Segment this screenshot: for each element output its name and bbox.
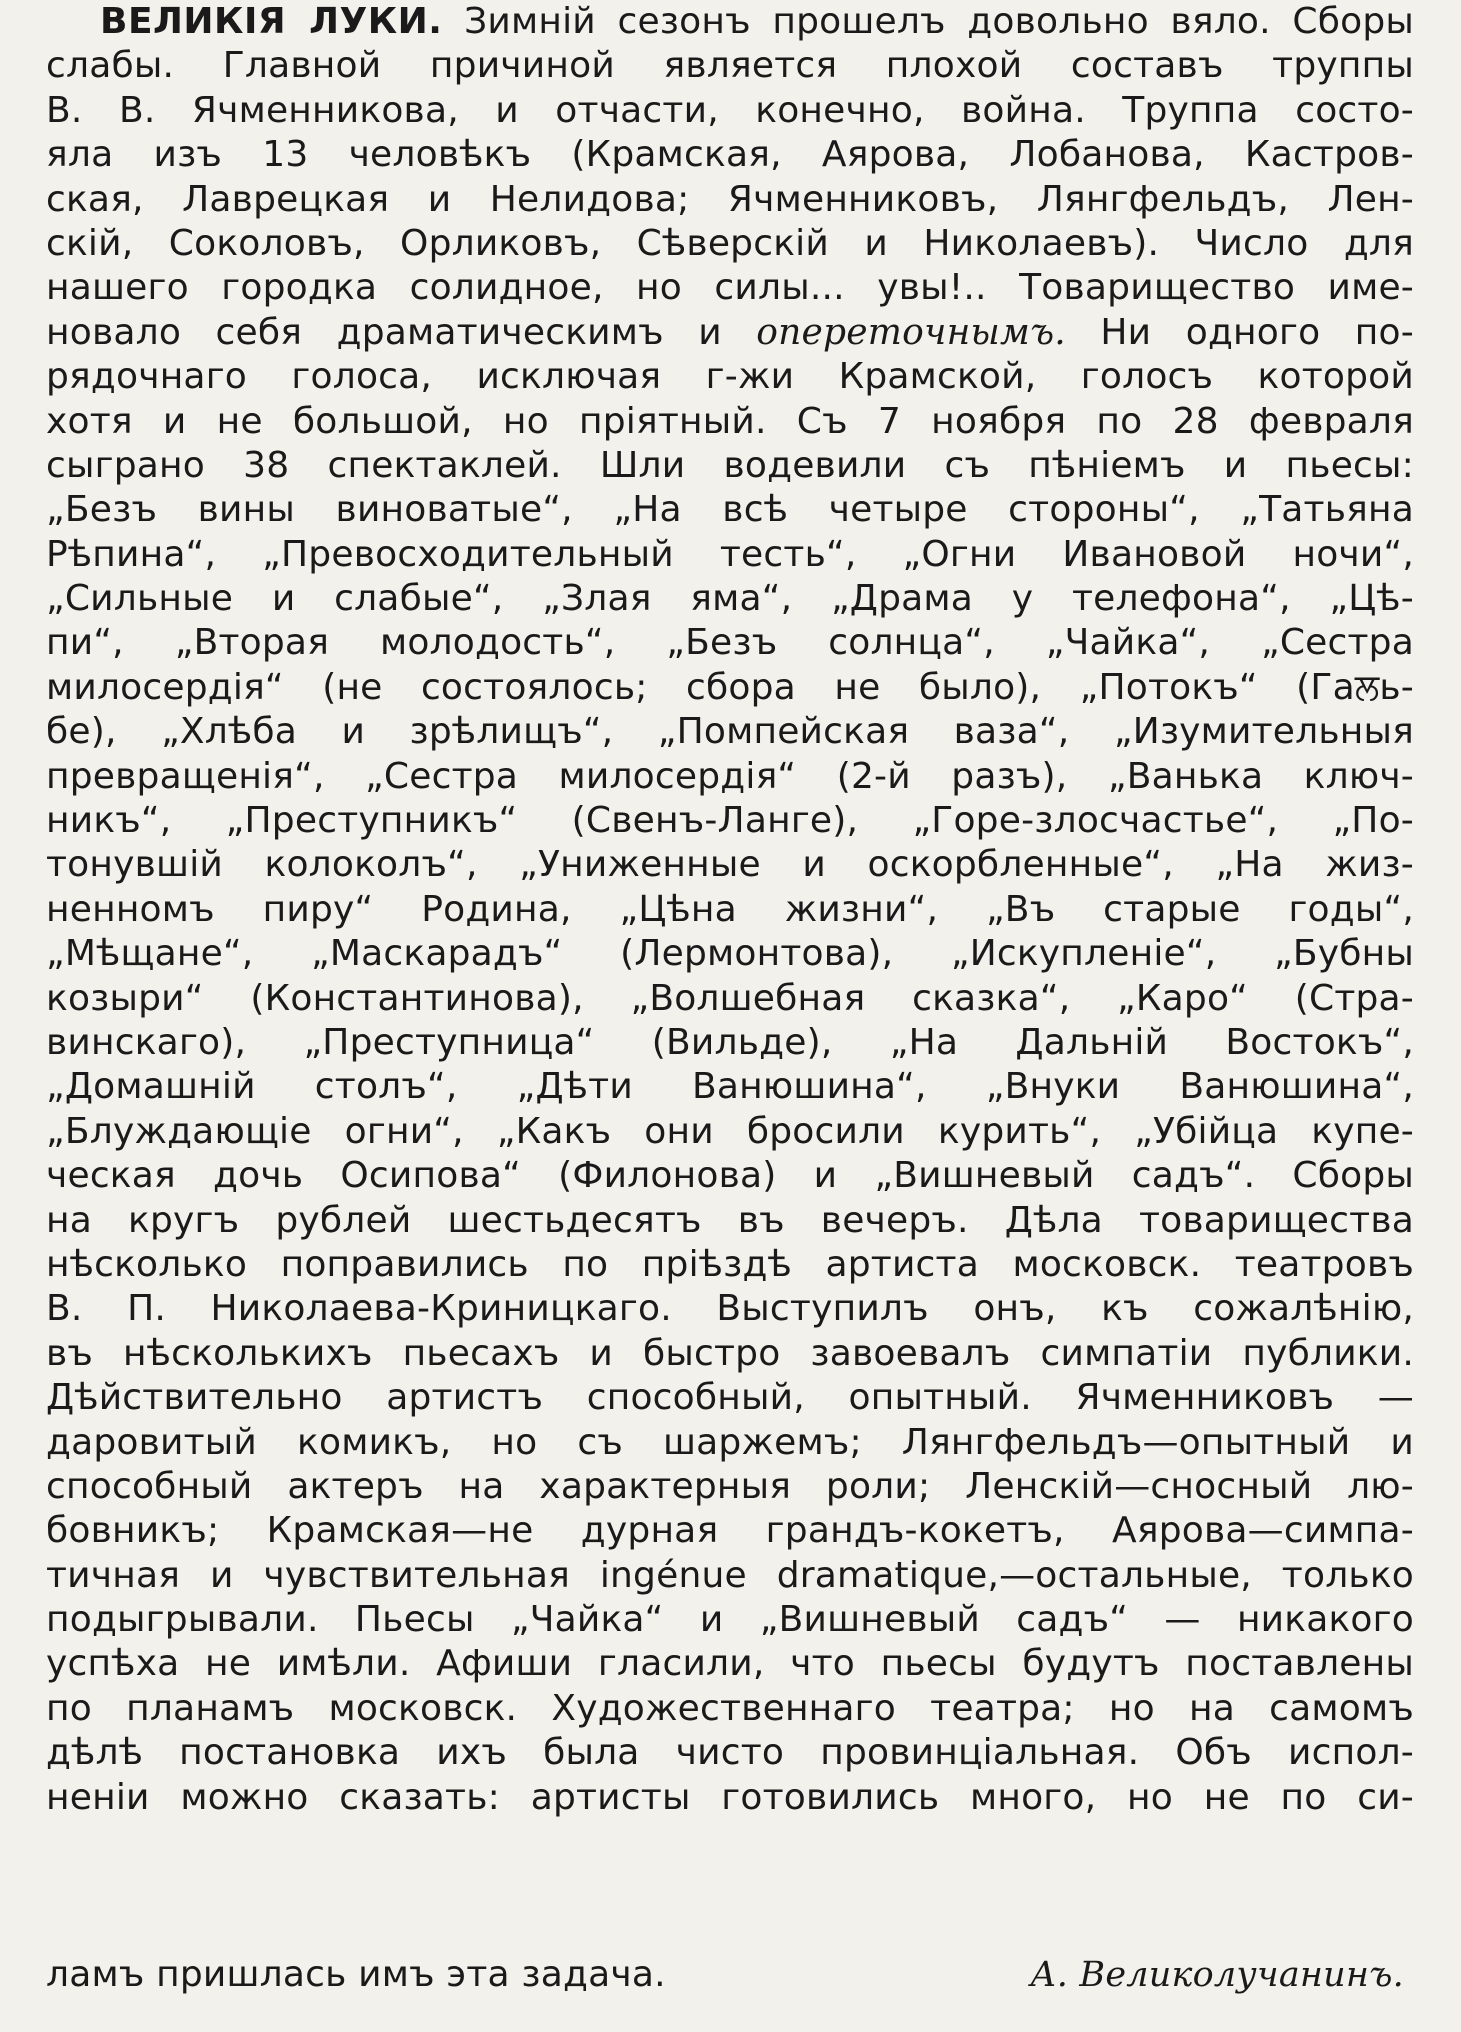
- text-line: [46, 1909, 1414, 1953]
- text-line: милосердія“ (не состоялось; сбора не было), „Потокъ“ (Гаਲь-: [46, 666, 1414, 708]
- text-line: никъ“, „Преступникъ“ (Свенъ-Ланге), „Горе-злосчастье“, „По-: [46, 800, 1414, 842]
- text-line: дѣлѣ постановка ихъ была чисто провинціальная. Объ испол-: [46, 1732, 1414, 1774]
- text-line-8-end: Ни одного по-: [1100, 311, 1414, 353]
- text-line-8: [46, 311, 1414, 355]
- text-line: козыри“ (Константинова), „Волшебная сказка“, „Каро“ (Стра-: [46, 977, 1414, 1019]
- text-line: даровитый комикъ, но съ шаржемъ; Лянгфельдъ—опытный и: [46, 1421, 1414, 1463]
- text-line: [46, 1864, 1414, 1908]
- text-line: по планамъ московск. Художественнаго театра; но на самомъ: [46, 1687, 1414, 1729]
- text-line: на кругъ рублей шестьдесятъ въ вечеръ. Дѣла товарищества: [46, 1199, 1414, 1241]
- text-line-1-rest: Зимній сезонъ прошелъ довольно вяло. Сборы: [464, 1, 1415, 42]
- text-line: пи“, „Вторая молодость“, „Безъ солнца“, „Чайка“, „Сестра: [46, 622, 1414, 664]
- text-line: [46, 1820, 1414, 1864]
- article-column: [46, 0, 1414, 1998]
- text-line-last: [46, 1953, 1414, 1997]
- text-line: ская, Лаврецкая и Нелидова; Ячменниковъ, Лянгфельдъ, Лен-: [46, 178, 1414, 220]
- author-signature: А. Великолучанинъ.: [1030, 1955, 1404, 1996]
- text-line-8-start: новало себя драматическимъ и: [46, 311, 722, 353]
- text-line: бовникъ; Крамская—не дурная грандъ-кокетъ, Аярова—симпа-: [46, 1510, 1414, 1552]
- text-line: Дѣйствительно артистъ способный, опытный. Ячменниковъ —: [46, 1377, 1414, 1419]
- text-line: нѣсколько поправились по пріѣздѣ артиста московск. театровъ: [46, 1243, 1414, 1285]
- text-line: неніи можно сказать: артисты готовились много, но не по си-: [46, 1776, 1414, 1818]
- text-line: „Безъ вины виноватые“, „На всѣ четыре стороны“, „Татьяна: [46, 489, 1414, 531]
- text-line: подыгрывали. Пьесы „Чайка“ и „Вишневый садъ“ — никакого: [46, 1599, 1414, 1641]
- text-line: способный актеръ на характерныя роли; Ленскій—сносный лю-: [46, 1465, 1414, 1507]
- text-line: „Домашній столъ“, „Дѣти Ванюшина“, „Внуки Ванюшина“,: [46, 1066, 1414, 1108]
- text-line: тонувшій колоколъ“, „Униженные и оскорбленные“, „На жиз-: [46, 844, 1414, 886]
- text-line: сыграно 38 спектаклей. Шли водевили съ пѣніемъ и пьесы:: [46, 444, 1414, 486]
- text-line: Рѣпина“, „Превосходительный тесть“, „Огни Ивановой ночи“,: [46, 533, 1414, 575]
- last-line-text: ламъ пришлась имъ эта задача.: [46, 1954, 666, 1996]
- text-line: успѣха не имѣли. Афиши гласили, что пьесы будутъ поставлены: [46, 1643, 1414, 1685]
- text-line: „Мѣщане“, „Маскарадъ“ (Лермонтова), „Искупленіе“, „Бубны: [46, 933, 1414, 975]
- text-line: „Блуждающіе огни“, „Какъ они бросили курить“, „Убійца купе-: [46, 1110, 1414, 1152]
- text-line: ненномъ пиру“ Родина, „Цѣна жизни“, „Въ старые годы“,: [46, 888, 1414, 930]
- text-line: винскаго), „Преступница“ (Вильде), „На Дальній Востокъ“,: [46, 1021, 1414, 1063]
- text-line: яла изъ 13 человѣкъ (Крамская, Аярова, Лобанова, Кастров-: [46, 134, 1414, 176]
- text-line: тичная и чувствительная ingénue dramatique,—остальные, только: [46, 1554, 1414, 1596]
- text-line: „Сильные и слабые“, „Злая яма“, „Драма у телефона“, „Цѣ-: [46, 578, 1414, 620]
- text-line: слабы. Главной причиной является плохой составъ труппы: [46, 45, 1414, 87]
- italic-word: опереточнымъ.: [756, 311, 1066, 353]
- article-heading: ВЕЛИКІЯ ЛУКИ.: [100, 1, 443, 42]
- text-line: хотя и не большой, но пріятный. Съ 7 ноября по 28 февраля: [46, 400, 1414, 442]
- text-line: рядочнаго голоса, исключая г-жи Крамской, голосъ которой: [46, 356, 1414, 398]
- text-line: В. В. Ячменникова, и отчасти, конечно, война. Труппа состо-: [46, 89, 1414, 131]
- text-line: скій, Соколовъ, Орликовъ, Сѣверскій и Николаевъ). Число для: [46, 222, 1414, 264]
- text-line: В. П. Николаева-Криницкаго. Выступилъ онъ, къ сожалѣнію,: [46, 1288, 1414, 1330]
- text-line: нашего городка солидное, но силы... увы!.. Товарищество име-: [46, 267, 1414, 309]
- text-line: превращенія“, „Сестра милосердія“ (2-й разъ), „Ванька ключ-: [46, 755, 1414, 797]
- text-line-1: [46, 0, 1414, 44]
- text-line: въ нѣсколькихъ пьесахъ и быстро завоевалъ симпатіи публики.: [46, 1332, 1414, 1374]
- text-line: бе), „Хлѣба и зрѣлищъ“, „Помпейская ваза“, „Изумительныя: [46, 711, 1414, 753]
- text-line: ческая дочь Осипова“ (Филонова) и „Вишневый садъ“. Сборы: [46, 1155, 1414, 1197]
